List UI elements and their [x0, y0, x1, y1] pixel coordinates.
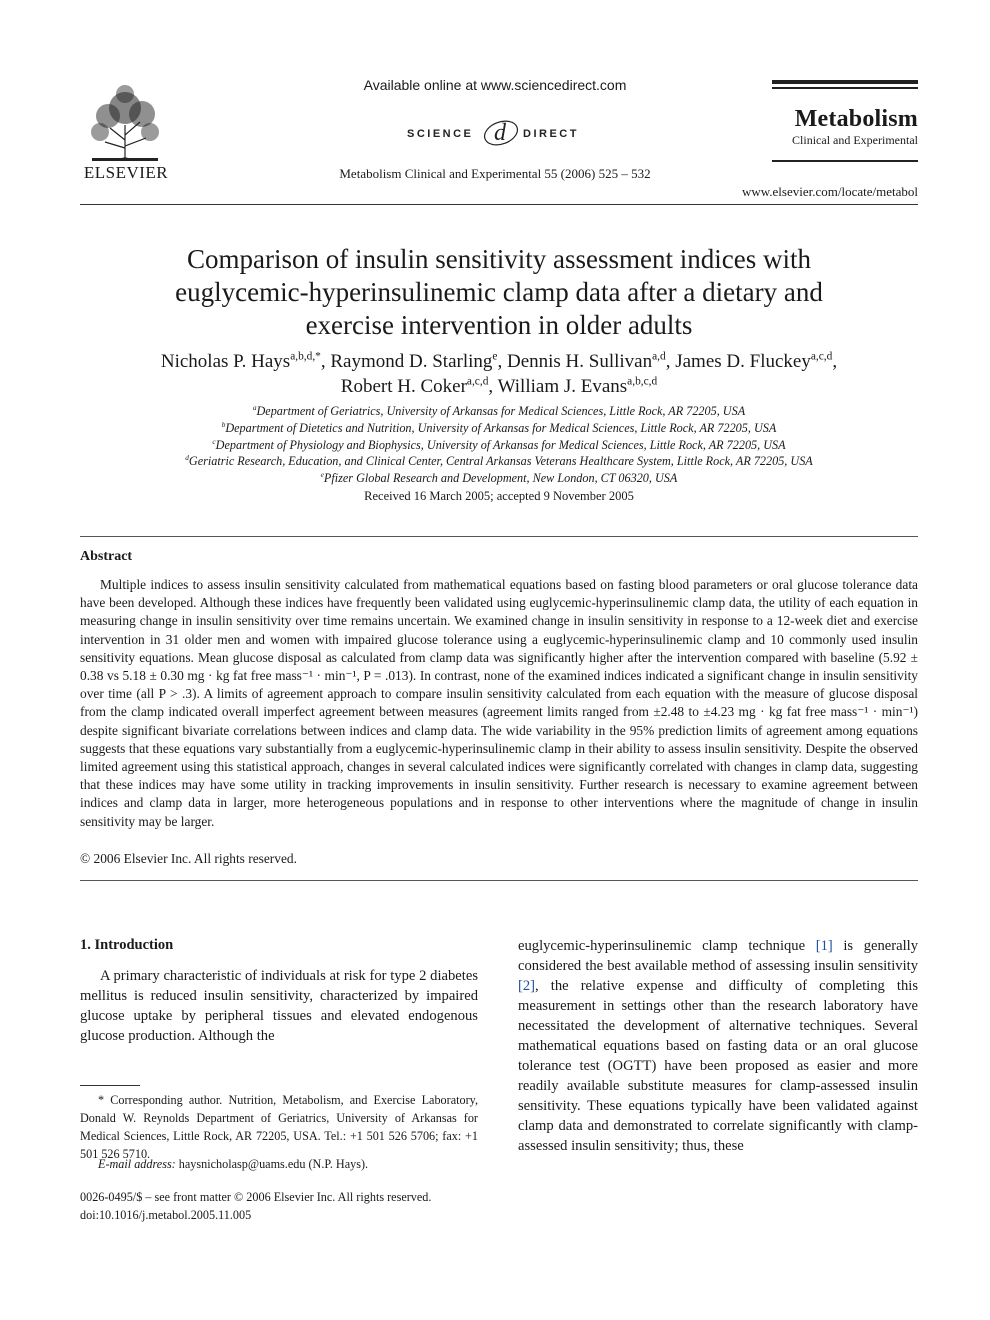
- article-title-line: exercise intervention in older adults: [305, 310, 693, 340]
- affiliation-mark: d: [185, 453, 189, 463]
- affiliation-text: Pfizer Global Research and Development, New London, CT 06320, USA: [323, 471, 678, 486]
- front-matter-line: 0026-0495/$ – see front matter © 2006 Elsevier Inc. All rights reserved.: [80, 1190, 432, 1204]
- author-name[interactable]: James D. Fluckey: [675, 351, 811, 372]
- email-address-link[interactable]: haysnicholasp@uams.edu (N.P. Hays).: [175, 1157, 369, 1171]
- abstract-divider-top: [80, 536, 918, 537]
- sd-right-text: DIRECT: [523, 128, 579, 140]
- article-title-line: Comparison of insulin sensitivity assessment indices with: [187, 244, 811, 274]
- author-name[interactable]: William J. Evans: [497, 376, 628, 397]
- received-dates: Received 16 March 2005; accepted 9 November 2005: [364, 489, 634, 503]
- affiliation-item: [80, 403, 918, 420]
- email-footnote: [80, 1157, 478, 1172]
- abstract-copyright: © 2006 Elsevier Inc. All rights reserved.: [80, 851, 297, 866]
- email-label: E-mail address:: [98, 1157, 176, 1171]
- available-online-text: Available online at www.sciencedirect.com: [363, 77, 627, 93]
- author-separator: ,: [665, 351, 676, 372]
- abstract-divider-bottom: [80, 880, 918, 881]
- front-matter: [80, 1188, 431, 1224]
- journal-citation: Metabolism Clinical and Experimental 55 (2006) 525 – 532: [339, 166, 651, 181]
- affiliation-mark: c: [212, 436, 216, 446]
- author-affiliation-marks: a,b,d,*: [290, 350, 321, 363]
- author-separator: ,: [488, 376, 498, 397]
- body-text: is generally considered the best available method of assessing insulin sensitivity: [518, 938, 919, 974]
- affiliation-text: Department of Physiology and Biophysics, University of Arkansas for Medical Sciences, Little Rock, AR 72205, USA: [215, 437, 786, 452]
- author-separator: ,: [497, 351, 507, 372]
- sd-left-text: SCIENCE: [407, 128, 474, 140]
- author-affiliation-marks: a,c,d: [810, 350, 833, 363]
- author-name[interactable]: Nicholas P. Hays: [160, 351, 291, 372]
- author-affiliation-marks: a,c,d: [466, 375, 489, 388]
- affiliation-text: Department of Dietetics and Nutrition, University of Arkansas for Medical Sciences, Little Rock, AR 72205, USA: [225, 420, 777, 435]
- author-name[interactable]: Raymond D. Starling: [330, 351, 493, 372]
- affiliation-item: [80, 453, 918, 470]
- author-name[interactable]: Dennis H. Sullivan: [506, 351, 653, 372]
- intro-paragraph-right: [518, 936, 918, 1156]
- brand-rule: [772, 87, 918, 89]
- brand-rule: [772, 160, 918, 162]
- publisher-name: ELSEVIER: [83, 163, 169, 182]
- footnote-divider: [80, 1085, 140, 1086]
- author-separator: ,: [832, 351, 838, 372]
- article-title: [100, 243, 898, 342]
- affiliation-item: [80, 437, 918, 454]
- section-heading-introduction: 1. Introduction: [80, 937, 174, 953]
- article-title-line: euglycemic-hyperinsulinemic clamp data after a dietary and: [175, 277, 823, 307]
- abstract-body: Multiple indices to assess insulin sensitivity calculated from mathematical equations based on fasting blood parameters or oral glucose tolerance data have been developed. Although these indices have frequently been validated using euglycemic-hyperinsulinemic clamp data, the utility of each equation in measuring change in insulin sensitivity over time remains uncertain. We examined change in insulin sensitivity in response to a 12-week diet and exercise intervention in 31 older men and women with impaired glucose tolerance using a euglycemic-hyperinsulinemic clamp and 10 commonly used insulin sensitivity equations. Mean glucose disposal as calculated from clamp data was significantly higher after the intervention compared with baseline (5.92 ± 0.38 vs 5.18 ± 0.30 mg · kg fat free mass⁻¹ · min⁻¹, P = .013). In contrast, none of the examined indices indicated a significant change in insulin sensitivity over time (all P > .3). A limits of agreement approach to compare insulin sensitivity calculated from each equation with the measure of glucose disposal from the clamp indicated overall imperfect agreement between measures (agreement limits ranged from ±2.48 to ±4.23 mg · kg fat free mass⁻¹ · min⁻¹) despite significant bivariate correlations between indices and clamp data. The wide variability in the 95% prediction limits of agreement among equations suggests that these equations vary substantially from a euglycemic-hyperinsulinemic clamp in their ability to assess insulin sensitivity. Despite the observed limited agreement using this statistical approach, changes in several calculated indices were significantly correlated with changes in clamp data, suggesting that these indices may have some utility in tracking improvements in insulin sensitivity. Further research is necessary to examine agreement between indices and clamp data in larger, more heterogeneous populations and in response to other interventions where the magnitude of change in insulin sensitivity may be larger.: [80, 577, 918, 829]
- sd-mark-text: d: [494, 120, 506, 146]
- journal-subtitle: Clinical and Experimental: [792, 133, 918, 147]
- abstract-heading: Abstract: [80, 549, 133, 564]
- body-text: , the relative expense and difficulty of completing this measurement in settings other than the research laboratory have necessitated the development of alternative techniques. Several mathematical equations based on fasting data or an oral glucose tolerance test (OGTT) have been proposed as easier and more readily available substitute measures for clamp-assessed insulin sensitivity. These equations typically have been validated against clamp data and demonstrated to correlate significantly with clamp-assessed insulin sensitivity; thus, these: [518, 978, 918, 1154]
- header-divider: [80, 204, 918, 205]
- author-separator: ,: [320, 351, 331, 372]
- author-affiliation-marks: a,b,c,d: [627, 375, 658, 388]
- doi-text[interactable]: doi:10.1016/j.metabol.2005.11.005: [80, 1208, 252, 1222]
- affiliation-item: [80, 470, 918, 487]
- affiliation-item: [80, 420, 918, 437]
- affiliation-text: Department of Geriatrics, University of Arkansas for Medical Sciences, Little Rock, AR 72205, USA: [256, 404, 746, 418]
- author-affiliation-marks: e: [492, 350, 498, 363]
- affiliation-list: [80, 403, 918, 487]
- citation-link-1[interactable]: [1]: [815, 938, 833, 954]
- intro-paragraph-left: A primary characteristic of individuals at risk for type 2 diabetes mellitus is reduced insulin sensitivity, characterized by impaired glucose uptake by peripheral tissues and elevated endogenous glucose production. Although the: [80, 968, 478, 1044]
- affiliation-mark: b: [221, 419, 226, 429]
- sciencedirect-logo: [405, 112, 605, 154]
- author-name[interactable]: Robert H. Coker: [340, 376, 467, 397]
- journal-name: Metabolism: [794, 106, 918, 132]
- author-affiliation-marks: a,d: [652, 350, 666, 363]
- journal-url-link[interactable]: www.elsevier.com/locate/metabol: [741, 184, 918, 199]
- corresponding-author-footnote: * Corresponding author. Nutrition, Metabolism, and Exercise Laboratory, Donald W. Reynolds Department of Geriatrics, University of Arkansas for Medical Sciences, Little Rock, AR 72205, USA. Tel.: +1 501 526 5706; fax: +1 501 526 5710.: [80, 1093, 478, 1161]
- body-text: euglycemic-hyperinsulinemic clamp technique: [518, 938, 816, 954]
- affiliation-mark: e: [320, 470, 324, 480]
- citation-link-2[interactable]: [2]: [518, 978, 536, 994]
- brand-rule: [772, 80, 918, 84]
- author-list: [80, 349, 918, 399]
- affiliation-text: Geriatric Research, Education, and Clinical Center, Central Arkansas Veterans Healthcare System, Little Rock, AR 72205, USA: [188, 454, 813, 469]
- affiliation-mark: a: [252, 402, 257, 412]
